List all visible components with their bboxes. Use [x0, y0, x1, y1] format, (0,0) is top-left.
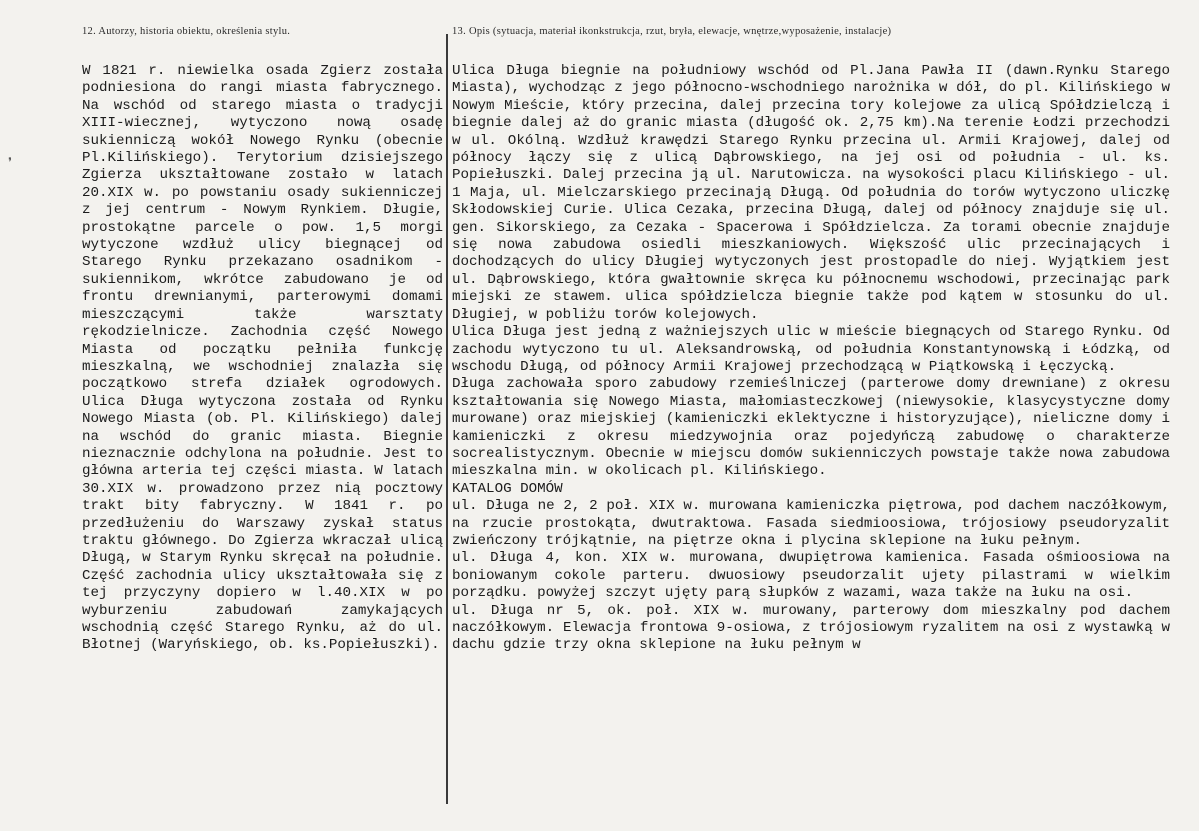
catalog-entry-dluga-4: ul. Długa 4, kon. XIX w. murowana, dwupiętrowa kamienica. Fasada ośmioosiowa na boniowanym cokole parteru. dwuosiowy pseudorzalit ujety pilastrami w wielkim porządku. powyżej szczyt ujęty parą słupków z wazami, waza także na łuku na osi. — [452, 550, 1170, 602]
history-paragraph: W 1821 r. niewielka osada Zgierz została podniesiona do rangi miasta fabrycznego. Na wschód od starego miasta o tradycji XIII-wiecznej, wytyczono nową osadę sukienniczą wokół Nowego Rynku (obecnie Pl.Kilińskiego). Terytorium dzisiejszego Zgierza ukształtowane zostało w latach 20.XIX w. po powstaniu osady sukienniczej z jej centrum - Nowym Rynkiem. Długie, prostokątne parcele o pow. 1,5 morgi wytyczone wzdłuż ulicy biegnącej od Starego Rynku przekazano osadnikom - sukiennikom, wkrótce zabudowano je od frontu drewnianymi, parterowymi domami mieszczącymi także warsztaty rękodzielnicze. Zachodnia część Nowego Miasta od początku pełniła funkcję mieszkalną, we wschodniej znalazła się początkowo strefa działek ogrodowych. Ulica Długa wytyczona została od Rynku Nowego Miasta (ob. Pl. Kilińskiego) dalej na wschód do granic miasta. Biegnie nieznacznie odchylona na południe. Jest to główna arteria tej części miasta. W latach 30.XIX w. prowadzono przez nią pocztowy trakt bity fabryczny. W 1841 r. po przedłużeniu do Warszawy zyskał status traktu głównego. Do Zgierza wkraczał ulicą Długą, w Starym Rynku skręcał na południe. Część zachodnia ulicy ukształtowała się z tej przyczyny dopiero w l.40.XIX w po wyburzeniu zabudowań zamykających wschodnią część Starego Rynku, aż do ul. Błotnej (Waryńskiego, ob. ks.Popiełuszki). — [82, 63, 443, 654]
right-column-header: 13. Opis (sytuacja, materiał ikonkstrukcja, rzut, bryła, elewacje, wnętrze,wyposażenie, instalacje) — [452, 26, 892, 37]
left-column-header: 12. Autorzy, historia obiektu, określenia stylu. — [82, 26, 291, 37]
catalog-heading: KATALOG DOMÓW — [452, 480, 563, 497]
history-column — [82, 63, 443, 655]
description-paragraph-location: Ulica Długa biegnie na południowy wschód od Pl.Jana Pawła II (dawn.Rynku Starego Miasta), wychodząc z jego północno-wschodniego narożnika w dół, do pl. Kilińskiego w Nowym Mieście, który przecina, dalej przecina tory kolejowe za ulicą Spółdzielczą i biegnie dalej aż do granic miasta (długość ok. 2,75 km).Na terenie Łodzi przechodzi w ul. Okólną. Wzdłuż krawędzi Starego Rynku przecina ul. Armii Krajowej, dalej od północy łączy się z ulicą Dąbrowskiego, na jej osi od południa - ul. ks. Popiełuszki. Dalej przecina ją ul. Narutowicza. na wysokości placu Kilińskiego - ul. 1 Maja, ul. Mielczarskiego przecinają Długą. Od południa do torów wytyczono uliczkę Skłodowskiej Curie. Ulica Cezaka, przecina Długą, dalej od północy znajduje się ul. gen. Sikorskiego, za Cezaka - Spacerowa i Spółdzielcza. Za torami obecnie znajduje się nowa zabudowa osiedli mieszkaniowych. Większość ulic przecinających i dochodzących do ulicy Długiej wytyczonych jest prostopadle do niej. Wyjątkiem jest ul. Dąbrowskiego, która gwałtownie skręca ku północnemu wschodowi, przecinając park miejski ze stawem. ulica spółdzielcza biegnie także pod kątem w stosunku do ul. Długiej, w pobliżu torów kolejowych. — [452, 63, 1170, 323]
column-divider — [446, 34, 448, 804]
description-paragraph-buildings: Długa zachowała sporo zabudowy rzemieślniczej (parterowe domy drewniane) z okresu kształtowania się Nowego Miasta, małomiasteczkowej (niewysokie, klasycystyczne domy murowane) oraz miejskiej (kamieniczki eklektyczne i historyzujące), nieliczne domy i kamieniczki z okresu miedzywojnia oraz pojedyńczą zabudowę o charakterze socrealistycznym. Obecnie w miejscu domów sukienniczych powstaje także nowa zabudowa mieszkalna min. w okolicach pl. Kilińskiego. — [452, 376, 1170, 480]
description-column — [452, 63, 1170, 655]
catalog-entry-dluga-5: ul. Długa nr 5, ok. poł. XIX w. murowany, parterowy dom mieszkalny pod dachem naczółkowym. Elewacja frontowa 9-osiowa, z trójosiowym ryzalitem na osi z wystawką w dachu gdzie trzy okna sklepione na łuku pełnym w — [452, 602, 1170, 654]
catalog-entry-dluga-2: ul. Długa ne 2, 2 poł. XIX w. murowana kamieniczka piętrowa, pod dachem naczółkowym, na rzucie prostokąta, dwutraktowa. Fasada siedmioosiowa, trójosiowy pseudoryzalit zwieńczony trójkątnie, na piętrze okna i plycina sklepione na łuku pełnym. — [452, 498, 1170, 549]
margin-mark: ❜ — [8, 155, 12, 169]
description-paragraph-streets: Ulica Długa jest jedną z ważniejszych ulic w mieście biegnących od Starego Rynku. Od zachodu wytyczono tu ul. Aleksandrowską, od południa Konstantynowską i Łódzką, od wschodu Długą, od północy Armii Krajowej przechodzącą w Piątkowską i Łęczycką. — [452, 324, 1170, 375]
